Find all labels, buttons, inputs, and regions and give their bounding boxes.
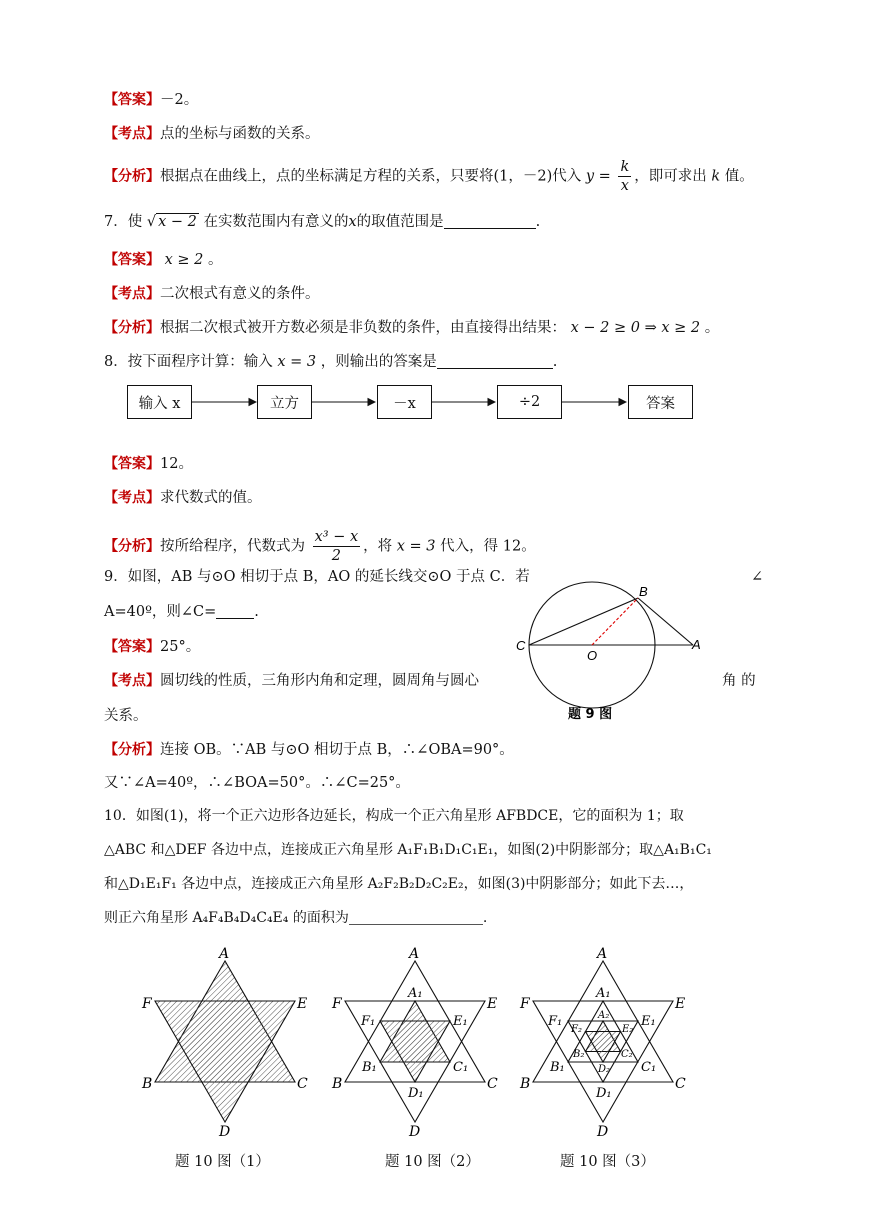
q9-caption: 题 9 图: [568, 707, 613, 722]
q6-point: 点的坐标与函数的关系。: [160, 126, 320, 142]
q9-point-b: 关系。: [104, 708, 148, 724]
analysis-tag: 【分析】: [104, 538, 160, 555]
q6-analysis-a: 根据点在曲线上，点的坐标满足方程的关系，只要将(1，－2)代入: [160, 168, 582, 185]
q9-analysis-b: 又∵∠A=40º，∴∠BOA=50°。∴∠C=25°。: [104, 775, 410, 791]
q10-stem-3: 和△D₁E₁F₁ 各边中点，连接成正六角星形 A₂F₂B₂D₂C₂E₂，如图(3)中阴影部分；如此下去…，: [104, 876, 694, 892]
q7-analysis-math: x − 2 ≥ 0 ⇒ x ≥ 2: [570, 320, 701, 336]
q7-radicand: x − 2: [158, 214, 197, 230]
q9-stem-b-line: [104, 602, 259, 622]
fig2-label-a: A: [409, 946, 420, 962]
answer-tag: 【答案】: [104, 92, 160, 108]
fig2-label-f: F: [332, 996, 342, 1012]
q7-answer-end: 。: [208, 252, 223, 268]
q7-var: x: [348, 214, 357, 230]
analysis-tag: 【分析】: [104, 742, 160, 758]
q8-answer-line: [104, 454, 193, 474]
q10-stem-1: 10．如图(1)，将一个正六边形各边延长，构成一个正六角星形 AFBDCE，它的面积为 1；取: [104, 808, 684, 824]
q8-frac-num: x³ − x: [314, 529, 359, 545]
answer-tag: 【答案】: [104, 456, 160, 472]
q6-var: k: [711, 168, 721, 185]
fig3-label-f2: F₂: [571, 1024, 582, 1035]
q8-stem-eq: x = 3: [277, 354, 317, 370]
fig3-label-f1: F₁: [548, 1014, 563, 1029]
q8-analysis-eq: x = 3: [396, 538, 436, 555]
answer-tag: 【答案】: [104, 252, 160, 268]
fig3-label-e1: E₁: [641, 1014, 656, 1029]
q7-analysis-end: 。: [704, 320, 720, 336]
fig1-label-c: C: [297, 1076, 308, 1092]
q7-stem-end: .: [535, 214, 541, 230]
flow-box-answer: 答案: [628, 385, 693, 419]
q6-frac-den: x: [620, 178, 629, 194]
fig3-label-c2: C₂: [621, 1049, 633, 1060]
analysis-tag: 【分析】: [104, 168, 160, 185]
fig3-label-a: A: [597, 946, 608, 962]
q9-analysis-a: 连接 OB。∵AB 与⊙O 相切于点 B，∴∠OBA=90°。: [160, 742, 514, 758]
answer-tag: 【答案】: [104, 639, 160, 655]
fig3-label-c: C: [675, 1076, 686, 1092]
fig3-label-e: E: [675, 996, 686, 1012]
q9-radius-ob: [592, 598, 638, 645]
point-tag: 【考点】: [104, 286, 160, 302]
q10-answer-blank[interactable]: [349, 909, 483, 925]
fig1-label-e: E: [297, 996, 308, 1012]
q9-analysis-line: [104, 740, 514, 760]
fig3-label-b1: B₁: [550, 1060, 565, 1075]
q10-figure-1: [141, 946, 308, 1140]
q8-stem-end: .: [552, 354, 558, 370]
q7-stem-a: 7．使: [104, 214, 143, 230]
fig1-label-b: B: [142, 1076, 153, 1092]
fig3-label-c1: C₁: [641, 1060, 657, 1075]
fig1-label-d: D: [219, 1124, 231, 1140]
q8-analysis-b: ，将: [363, 538, 393, 555]
flow-box-divide: ÷2: [497, 385, 562, 419]
q8-fraction: [313, 528, 361, 565]
q9-label-c: C: [516, 638, 526, 653]
q8-point-line: [104, 488, 262, 508]
fig1-label-a: A: [219, 946, 230, 962]
point-tag: 【考点】: [104, 490, 160, 506]
fig3-label-b2: B₂: [573, 1049, 585, 1060]
q10-stem-2: △ABC 和△DEF 各边中点，连接成正六角星形 A₁F₁B₁D₁C₁E₁，如图(2)中阴影部分；取△A₁B₁C₁: [104, 842, 712, 858]
q8-analysis-line: [104, 528, 536, 565]
q10-caption-2: 题 10 图（2）: [385, 1154, 480, 1170]
fig3-label-d2: D₂: [598, 1064, 611, 1075]
q8-frac-den: 2: [331, 548, 341, 564]
q10-caption-3: 题 10 图（3）: [560, 1154, 655, 1170]
q8-analysis-a: 按所给程序，代数式为: [160, 538, 305, 555]
q8-stem-b: ，则输出的答案是: [320, 354, 437, 370]
fig2-label-e: E: [487, 996, 498, 1012]
q8-analysis-c: 代入，得 12。: [440, 538, 536, 555]
q9-figure: [510, 578, 710, 723]
q10-caption-1: 题 10 图（1）: [175, 1154, 270, 1170]
q6-analysis-b: ，即可求出: [634, 168, 707, 185]
fig3-label-d1: D₁: [596, 1086, 612, 1101]
q9-label-a: A: [692, 637, 701, 652]
flow-box-minus-x: －x: [377, 385, 432, 419]
fig2-label-b: B: [332, 1076, 343, 1092]
q6-frac-num: k: [620, 159, 630, 175]
q9-line-cb: [529, 598, 638, 645]
flow-box-input: 输入 x: [127, 385, 192, 419]
q9-label-o: O: [587, 648, 598, 663]
fig2-label-c: C: [487, 1076, 498, 1092]
q9-point-line: [104, 671, 479, 691]
fig2-label-c1: C₁: [453, 1060, 469, 1075]
q9-stem-angle: ∠: [751, 569, 764, 585]
q8-stem-a: 8．按下面程序计算：输入: [104, 354, 273, 370]
q9-answer: 25°。: [160, 639, 201, 655]
q9-answer-blank[interactable]: [216, 603, 254, 619]
q9-stem-end: .: [254, 604, 259, 620]
q7-point: 二次根式有意义的条件。: [160, 286, 320, 302]
q6-eq: y =: [585, 168, 611, 185]
analysis-tag: 【分析】: [104, 320, 160, 336]
q7-sqrt: √ x − 2: [146, 214, 197, 230]
point-tag: 【考点】: [104, 673, 160, 689]
fig3-label-e2: E₂: [622, 1024, 634, 1035]
q9-stem-a: 9．如图，AB 与⊙O 相切于点 B，AO 的延长线交⊙O 于点 C．若: [104, 569, 530, 585]
q8-answer: 12。: [160, 456, 193, 472]
fig3-label-b: B: [520, 1076, 531, 1092]
fig2-label-d1: D₁: [408, 1086, 424, 1101]
fig3-label-a2: A₂: [598, 1010, 610, 1021]
q10-stem-4: 则正六角星形 A₄F₄B₄D₄C₄E₄ 的面积为: [104, 910, 349, 926]
q7-stem-c: 的取值范围是: [356, 214, 444, 230]
fig2-label-d: D: [409, 1124, 421, 1140]
q10-figure-3: [519, 946, 686, 1140]
fig1-label-f: F: [142, 996, 152, 1012]
q9-label-b: B: [639, 584, 648, 599]
q9-point-mid: 角 的: [722, 673, 756, 689]
q7-answer: x ≥ 2: [164, 252, 204, 268]
flow-box-cube: 立方: [257, 385, 312, 419]
q7-analysis: 根据二次根式被开方数必须是非负数的条件，由直接得出结果：: [160, 320, 566, 336]
fig2-label-a1: A₁: [408, 986, 423, 1001]
fig3-label-f: F: [520, 996, 530, 1012]
q8-point: 求代数式的值。: [160, 490, 262, 506]
q10-stem-end: .: [482, 910, 488, 926]
q9-stem-b: A=40º，则∠C=: [104, 604, 217, 620]
q6-analysis-c: 值。: [724, 168, 754, 185]
q10-figure-2: [331, 946, 498, 1140]
q9-point-a: 圆切线的性质，三角形内角和定理，圆周角与圆心: [160, 673, 479, 689]
q8-flow-arrows: [0, 0, 869, 440]
fig3-label-a1: A₁: [596, 986, 611, 1001]
fig2-label-f1: F₁: [361, 1014, 376, 1029]
q6-answer: －2。: [160, 92, 199, 108]
point-tag: 【考点】: [104, 126, 160, 142]
q9-answer-line: [104, 637, 200, 657]
fig2-label-e1: E₁: [453, 1014, 468, 1029]
q7-stem-b: 在实数范围内有意义的: [203, 214, 349, 230]
fig3-label-d: D: [597, 1124, 609, 1140]
fig2-label-b1: B₁: [362, 1060, 377, 1075]
q10-stem-4-line: [104, 908, 487, 928]
q9-line-ba: [638, 598, 693, 645]
